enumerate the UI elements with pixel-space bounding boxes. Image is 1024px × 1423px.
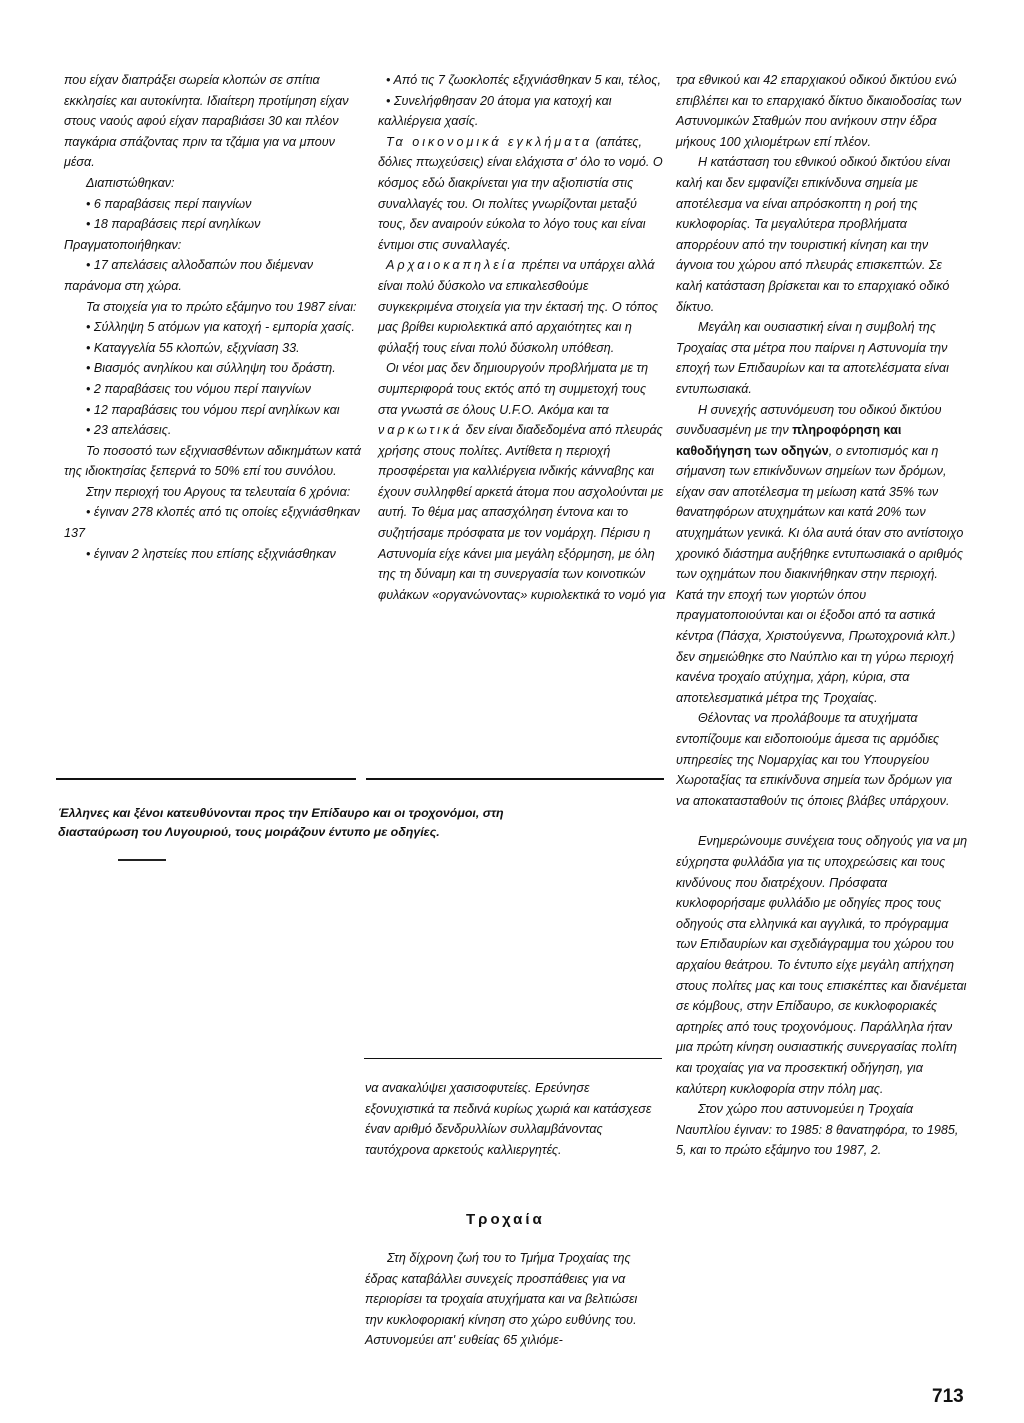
paragraph	[676, 400, 968, 709]
paragraph: Στην περιοχή του Αργους τα τελευταία 6 χρόνια:	[86, 484, 351, 499]
list-item: • Συνελήφθησαν 20 άτομα για κατοχή και καλλιέργεια χασίς.	[378, 93, 612, 129]
paragraph: Στον χώρο που αστυνομεύει η Τροχαία Ναυπλίου έγιναν: το 1985: 8 θανατηφόρα, το 1985, 5, και το πρώτο εξάμηνο του 1987, 2.	[676, 1102, 959, 1158]
article-column-3	[676, 70, 968, 1161]
paragraph: Μεγάλη και ουσιαστική είναι η συμβολή της Τροχαίας στα μέτρα που παίρνει η Αστυνομία την εποχή των Επιδαυρίων και τα αποτελέσματα είναι εντυπωσιακά.	[676, 320, 949, 396]
list-item: • Σύλληψη 5 ατόμων για κατοχή - εμπορία χασίς.	[86, 320, 355, 335]
column-rule	[56, 778, 356, 780]
list-item: • Από τις 7 ζωοκλοπές εξιχνιάσθηκαν 5 και, τέλος,	[386, 73, 662, 87]
photo-bottom-rule	[364, 1058, 662, 1059]
paragraph-text: , ο εντοπισμός και η σήμανση των επικίνδυνων σημείων των δρόμων, είχαν σαν αποτέλεσμα τη μείωση κατά 35% των θανατηφόρων ατυχημάτων και κατά 20% των ατυχημάτων γενικά. Κι όλα αυτά όταν στο αντίστοιχο χρονικό διάστημα αυξήθηκε εντυπωσιακά ο αριθμός των οχημάτων που διακινήθηκαν στην περιοχή. Κατά την εποχή των γιορτών όπου πραγματοποιούνται και οι έξοδοι από τα αστικά κέντρα (Πάσχα, Χριστούγεννα, Πρωτοχρονιά κλπ.) δεν σημειώθηκε στο Ναύπλιο και τη γύρω περιοχή κανένα τροχαίο ατύχημα, χάρη, κύρια, στα αποτελεσματικά μέτρα της Τροχαίας.	[676, 443, 964, 705]
paragraph-text: (απάτες, δόλιες πτωχεύσεις) είναι ελάχιστα σ' όλο το νομό. Ο κόσμος εδώ διακρίνεται για την αξιοπιστία στις συναλλαγές του. Οι πολίτες γνωρίζονται μεταξύ τους, δεν αναιρούν εύκολα το λόγο τους και είναι έντιμοι στις συναλλαγές.	[378, 134, 663, 252]
article-column-2	[378, 70, 666, 605]
paragraph	[378, 132, 666, 256]
paragraph: Διαπιστώθηκαν:	[86, 175, 175, 190]
list-item: • 23 απελάσεις.	[86, 423, 172, 438]
term-economic-crimes: Τα οικονομικά εγκλήματα	[386, 134, 593, 149]
paragraph: Ενημερώνουμε συνέχεια τους οδηγούς για να μη εύχρηστα φυλλάδια για τις υποχρεώσεις και τους κινδύνους που διατρέχουν. Πρόσφατα κυκλοφορήσαμε φυλλάδιο με οδηγίες προς τους οδηγούς στα ελληνικά και αγγλικά, το πρόγραμμα των Επιδαυρίων και σχεδιάγραμμα του χώρου του αρχαίου θεάτρου. Το έντυπο είχε μεγάλη απήχηση στους πολίτες μας και τους επισκέπτες και διανέμεται σε κόμβους, στην Επίδαυρο, σε κυκλοφοριακές αρτηρίες από τους τροχονόμους. Παράλληλα ήταν μια πρώτη κίνηση ουσιαστικής συνεργασίας πολίτη και τροχαίας για να προσεκτική οδήγηση, για καλύτερη κυκλοφορία στην πόλη μας.	[676, 834, 968, 1096]
article-column-2-lower	[365, 1078, 653, 1160]
paragraph	[378, 358, 666, 605]
paragraph: Στη δίχρονη ζωή του το Τμήμα Τροχαίας της έδρας καταβάλλει συνεχείς προσπάθειες για να περιορίσει τα τροχαία ατυχήματα και να βελτιώσει την κυκλοφοριακή κίνηση στο χώρο ευθύνης του. Αστυνομεύει απ' ευθείας 65 χιλιόμε-	[365, 1251, 638, 1348]
paragraph: να ανακαλύψει χασισοφυτείες. Ερεύνησε εξονυχιστικά τα πεδινά κυρίως χωριά και κατάσχεσε έναν αριθμό δενδρυλλίων συλλαμβάνοντας ταυτόχρονα αρκετούς καλλιεργητές.	[365, 1081, 652, 1157]
list-item: • 17 απελάσεις αλλοδαπών που διέμεναν παράνομα στη χώρα.	[64, 258, 313, 293]
photo-caption: Έλληνες και ξένοι κατευθύνονται προς την Επίδαυρο και οι τροχονόμοι, στη διασταύρωση του Λυγουριού, τους μοιράζουν έντυπο με οδηγίες.	[58, 806, 504, 839]
photo-area	[56, 858, 664, 1058]
list-item: • 6 παραβάσεις περί παιγνίων	[86, 196, 252, 211]
list-item: • έγιναν 2 ληστείες που επίσης εξιχνιάσθηκαν	[86, 546, 336, 561]
section-heading: Τροχαία	[466, 1211, 545, 1228]
paragraph-text: Οι νέοι μας δεν δημιουργούν προβλήματα με τη συμπεριφορά τους εκτός από τη συμμετοχή τους στα γνωστά σε όλους U.F.O. Ακόμα και τα	[378, 361, 649, 417]
list-item: • Βιασμός ανηλίκου και σύλληψη του δράστη.	[86, 361, 336, 376]
photo-edge-marks	[56, 858, 664, 1058]
paragraph-text: πρέπει να υπάρχει αλλά είναι πολύ δύσκολο να επικαλεσθούμε συγκεκριμένα στοιχεία για την έκτασή της. Ο τόπος μας βρίθει κυριολεκτικά από αρχαιότητες και η φύλαξή τους είναι πολύ δύσκολη υπόθεση.	[378, 258, 659, 355]
paragraph: Το ποσοστό των εξιχνιασθέντων αδικημάτων κατά της ιδιοκτησίας ξεπερνά το 50% επί του συνόλου.	[64, 443, 361, 479]
article-column-1	[64, 70, 364, 564]
paragraph: που είχαν διαπράξει σωρεία κλοπών σε σπίτια εκκλησίες και αυτοκίνητα. Ιδιαίτερη προτίμηση είχαν στους ναούς αφού είχαν παραβιάσει 30 και πλέον παγκάρια σπάζοντας πριν τα τζάμια για να μπουν μέσα.	[64, 73, 349, 170]
term-drugs: ναρκωτικά	[378, 423, 463, 438]
paragraph	[378, 255, 666, 358]
term-antiquities-theft: Αρχαιοκαπηλεία	[386, 258, 518, 273]
paragraph: Πραγματοποιήθηκαν:	[64, 237, 182, 252]
list-item: • Καταγγελία 55 κλοπών, εξιχνίαση 33.	[86, 340, 300, 355]
column-rule	[366, 778, 664, 780]
paragraph: Η κατάσταση του εθνικού οδικού δικτύου είναι καλή και δεν εμφανίζει επικίνδυνα σημεία με αποτέλεσμα να είναι απρόσκοπτη η ροή της κυκλοφορίας. Τα μεγαλύτερα προβλήματα απορρέουν από την τουριστική κίνηση και την άγνοια του χώρου από πλευράς επισκεπτών. Σε καλή κατάσταση βρίσκεται και το επαρχιακό οδικό δίκτυο.	[676, 155, 951, 314]
paragraph-text: δεν είναι διαδεδομένα από πλευράς χρήσης στους πολίτες. Αντίθετα η περιοχή προσφέρεται για καλλιέργεια ινδικής κάνναβης και έχουν συλληφθεί αρκετά άτομα που ασχολούνται με αυτή. Το θέμα μας απασχόληση έντονα και το συζητήσαμε πρόσφατα με τον νομάρχη. Πέρισυ η Αστυνομία είχε κάνει μια μεγάλη εξόρμηση, με όλη της τη δύναμη και τη συνεργασία των κοινοτικών φυλάκων «οργανώνοντας» κυριολεκτικά το νομό για	[378, 423, 666, 602]
list-item: • έγιναν 278 κλοπές από τις οποίες εξιχνιάσθηκαν 137	[64, 505, 360, 541]
list-item: • 2 παραβάσεις του νόμου περί παιγνίων	[86, 381, 311, 396]
page-number: 713	[932, 1386, 964, 1407]
bold-phrase: πληροφόρηση και καθοδήγηση των οδηγών	[676, 423, 902, 458]
article-column-2-traffic	[365, 1248, 653, 1351]
paragraph-text: Η συνεχής αστυνόμευση του οδικού δικτύου συνδυασμένη με την	[676, 402, 942, 438]
paragraph: Θέλοντας να προλάβουμε τα ατυχήματα εντοπίζουμε και ειδοποιούμε άμεσα τις αρμόδιες υπηρεσίες της Νομαρχίας και του Υπουργείου Χωροταξίας τα επικίνδυνα σημεία των δρόμων για να αποκατασταθούν τις όποιες βλάβες υπάρχουν.	[676, 711, 952, 808]
list-item: • 12 παραβάσεις του νόμου περί ανηλίκων και	[86, 402, 340, 417]
list-item: • 18 παραβάσεις περί ανηλίκων	[86, 217, 261, 232]
paragraph: τρα εθνικού και 42 επαρχιακού οδικού δικτύου ενώ επιβλέπει και το επαρχιακό δίκτυο δικαιοδοσίας των Αστυνομικών Σταθμών που ανήκουν στην έδρα μήκους 100 χιλιομέτρων επί πλέον.	[676, 73, 962, 149]
paragraph: Τα στοιχεία για το πρώτο εξάμηνο του 1987 είναι:	[86, 299, 357, 314]
